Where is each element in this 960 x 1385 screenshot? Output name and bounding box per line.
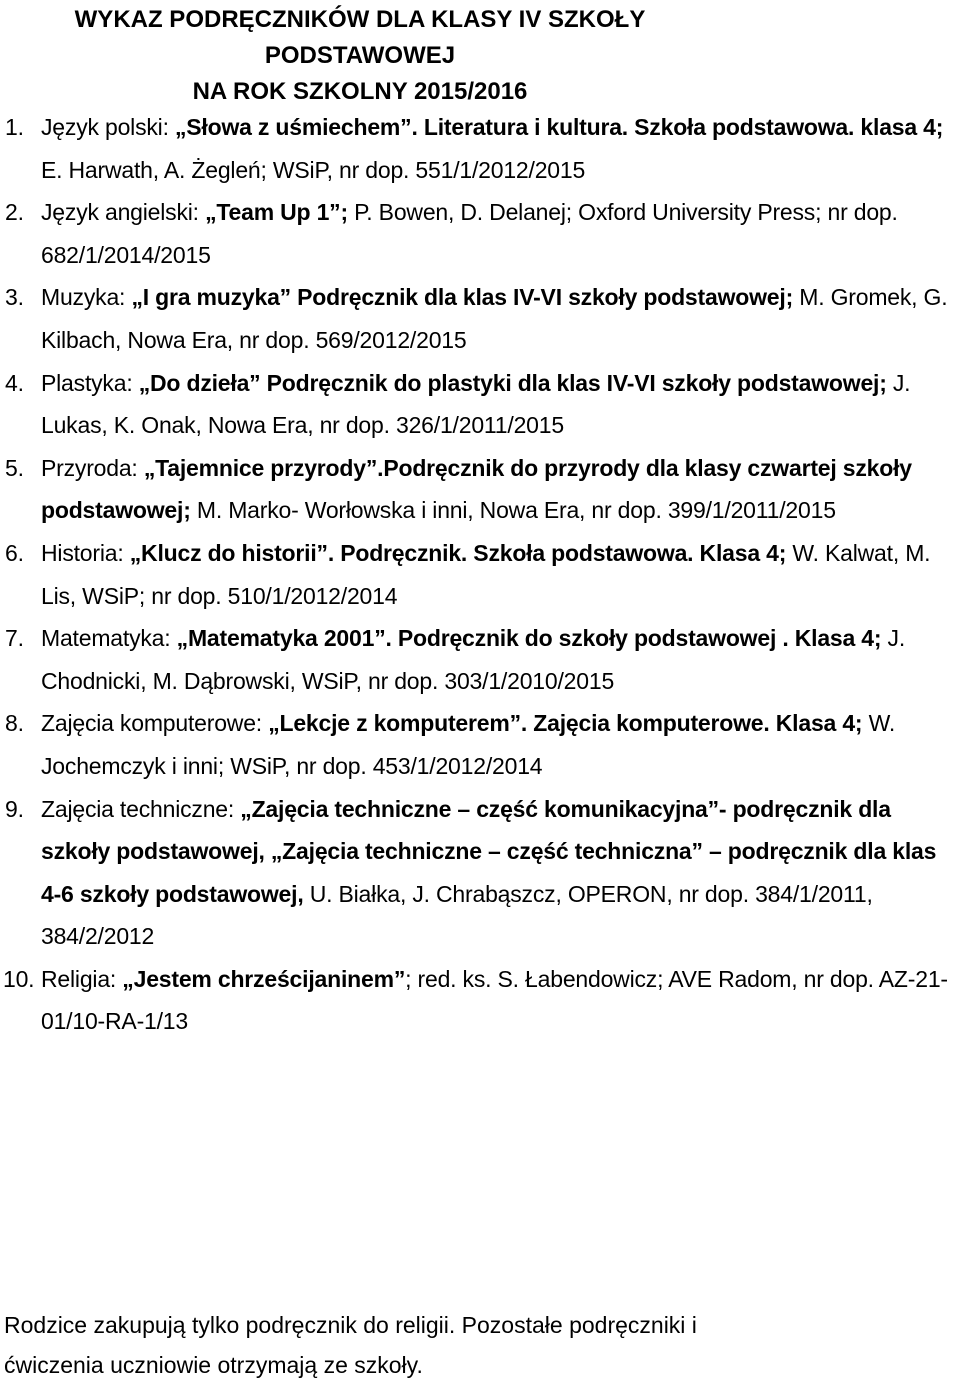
item-subject: Język angielski: (41, 199, 206, 226)
item-number: 1. (5, 114, 24, 140)
item-book-title: „Tajemnice przyrody”.Podręcznik do przyrody dla klasy czwartej szkoły podstawowej; (41, 454, 912, 524)
item-subject: Matematyka: (41, 625, 177, 652)
list-item-polish (0, 106, 960, 191)
item-subject: Historia: (41, 539, 130, 566)
item-book-title: „Team Up 1”; (205, 199, 348, 226)
list-item-religion (0, 958, 960, 1043)
list-item-math (0, 617, 960, 702)
item-subject: Zajęcia komputerowe: (41, 710, 269, 737)
list-item-english (0, 191, 960, 276)
list-item-art (0, 362, 960, 447)
item-number: 5. (5, 454, 24, 481)
item-number: 4. (5, 369, 24, 396)
footer-note (4, 1305, 904, 1385)
item-number: 9. (5, 795, 24, 822)
item-number: 3. (5, 284, 24, 311)
item-details: M. Marko- Worłowska i inni, Nowa Era, nr dop. 399/1/2011/2015 (190, 497, 836, 524)
item-details: J. Chodnicki, M. Dąbrowski, WSiP, nr dop. 303/1/2010/2015 (41, 625, 906, 694)
item-book-title: „Matematyka 2001”. Podręcznik do szkoły podstawowej . Klasa 4; (176, 625, 882, 652)
item-book-title: „Jestem chrześcijaninem” (122, 965, 406, 992)
item-number: 8. (5, 710, 24, 737)
item-book-title: „Zajęcia techniczne – część komunikacyjna”- podręcznik dla szkoły podstawowej, „Zajęcia techniczne – część techniczna” – podręcznik dla klas 4-6 szkoły podstawowej, (41, 795, 937, 907)
item-details: W. Kalwat, M. Lis, WSiP; nr dop. 510/1/2012/2014 (41, 539, 931, 609)
item-details: J. Lukas, K. Onak, Nowa Era, nr dop. 326/1/2011/2015 (41, 369, 911, 439)
item-book-title: „Klucz do historii”. Podręcznik. Szkoła podstawowa. Klasa 4; (129, 539, 787, 566)
page-title (0, 2, 720, 110)
list-item-music (0, 276, 960, 361)
item-book-title: „I gra muzyka” Podręcznik dla klas IV-VI szkoły podstawowej; (131, 284, 794, 311)
item-subject: Przyroda: (41, 454, 144, 481)
title-line-2: NA ROK SZKOLNY 2015/2016 (192, 78, 528, 105)
title-line-1: WYKAZ PODRĘCZNIKÓW DLA KLASY IV SZKOŁY PODSTAWOWEJ (74, 6, 646, 69)
item-book-title: „Lekcje z komputerem”. Zajęcia komputerowe. Klasa 4; (268, 710, 863, 737)
item-details: E. Harwath, A. Żegleń; WSiP, nr dop. 551/1/2012/2015 (41, 156, 586, 183)
textbook-list (0, 106, 960, 1043)
list-item-history (0, 532, 960, 617)
item-number: 7. (5, 625, 24, 652)
item-details: ; red. ks. S. Łabendowicz; AVE Radom, nr dop. AZ-21-01/10-RA-1/13 (41, 965, 948, 1035)
footer-line-2: ćwiczenia uczniowie otrzymają ze szkoły. (4, 1352, 423, 1378)
item-subject: Religia: (41, 965, 123, 992)
item-number: 6. (5, 539, 24, 566)
item-subject: Plastyka: (41, 369, 139, 396)
item-number: 10. (3, 965, 35, 992)
list-item-computers (0, 702, 960, 787)
item-subject: Zajęcia techniczne: (41, 795, 241, 822)
footer-line-1: Rodzice zakupują tylko podręcznik do religii. Pozostałe podręczniki i (4, 1312, 697, 1338)
item-details: P. Bowen, D. Delanej; Oxford University Press; nr dop. 682/1/2014/2015 (41, 199, 898, 268)
item-book-title: „Słowa z uśmiechem”. Literatura i kultura. Szkoła podstawowa. klasa 4; (174, 114, 944, 140)
item-subject: Język polski: (41, 114, 175, 140)
item-details: W. Jochemczyk i inni; WSiP, nr dop. 453/1/2012/2014 (41, 710, 896, 779)
list-item-nature (0, 447, 960, 532)
item-subject: Muzyka: (41, 284, 132, 311)
item-details: U. Białka, J. Chrabąszcz, OPERON, nr dop. 384/1/2011, 384/2/2012 (41, 880, 873, 950)
item-book-title: „Do dzieła” Podręcznik do plastyki dla klas IV-VI szkoły podstawowej; (138, 369, 887, 396)
item-number: 2. (5, 199, 24, 226)
list-item-technical (0, 788, 960, 958)
item-details: M. Gromek, G. Kilbach, Nowa Era, nr dop. 569/2012/2015 (41, 284, 948, 353)
